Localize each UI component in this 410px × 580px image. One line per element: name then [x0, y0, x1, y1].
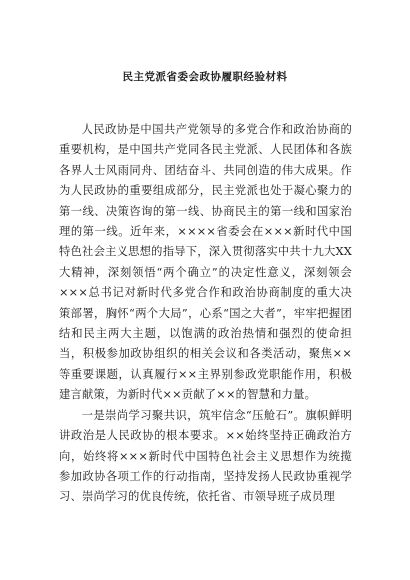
paragraph-study: 一是崇尚学习聚共识，筑牢信念“压舱石”。旗帜鲜明讲政治是人民政协的根本要求。××始终坚持正确政治方向，始终将×××新时代中国特色社会主义思想作为统揽参加政协各项工作的行动指南，坚持发扬人民政协重视学习、崇尚学习的优良传统，依托省、市领导班子成员理	[59, 408, 352, 504]
document-title: 民主党派省委会政协履职经验材料	[122, 71, 288, 83]
document-body	[59, 120, 352, 508]
paragraph-intro: 人民政协是中国共产党领导的多党合作和政治协商的重要机构，是中国共产党同各民主党派、人民团体和各族各界人士风雨同舟、团结奋斗、共同创造的伟大成果。作为人民政协的重要组成部分，民主党派也处于凝心聚力的第一线、决策咨询的第一线、协商民主的第一线和国家治理的第一线。近年来，××××省委会在×××新时代中国特色社会主义思想的指导下，深入贯彻落实中共十九大XX大精神，深刻领悟“两个确立”的决定性意义，深刻领会×××总书记对新时代多党合作和政治协商制度的重大决策部署，胸怀“两个大局”，心系“国之大者”，牢牢把握团结和民主两大主题，以饱满的政治热情和强烈的使命担当，积极参加政协组织的相关会议和各类活动，聚焦××等重要课题，认真履行××主界别参政党职能作用，积极建言献策，为新时代××贡献了××的智慧和力量。	[59, 123, 352, 402]
